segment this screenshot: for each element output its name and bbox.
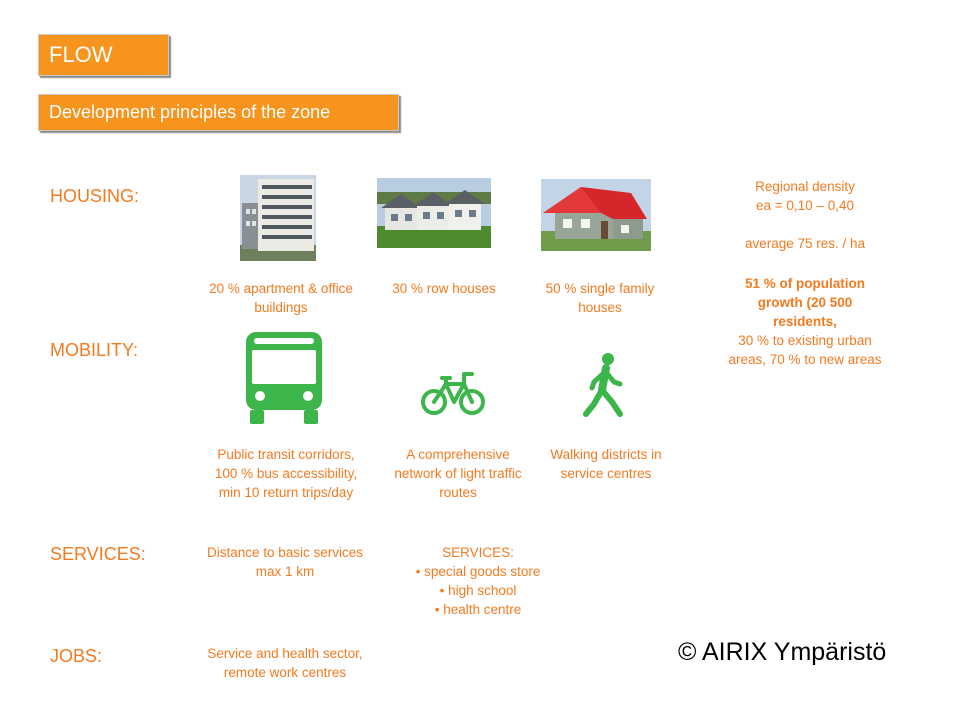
row-houses-caption: 30 % row houses	[392, 281, 496, 296]
list-item: • health centre	[390, 600, 566, 619]
regional-density-text: Regional density ea = 0,10 – 0,40	[755, 179, 855, 213]
pedestrian-icon	[582, 352, 628, 418]
growth-distribution-text: 30 % to existing urban areas, 70 % to new areas	[728, 333, 882, 367]
jobs-label: JOBS:	[50, 646, 103, 666]
single-family-house-photo	[541, 179, 651, 251]
list-item: • high school	[390, 581, 566, 600]
apartment-building-photo	[240, 175, 316, 261]
services-list	[390, 543, 566, 619]
basic-services-text: Distance to basic services max 1 km	[206, 545, 364, 579]
row-houses-photo	[377, 178, 491, 248]
bus-icon	[242, 330, 326, 426]
population-growth-text: 51 % of population growth (20 500 residents,	[745, 276, 865, 329]
public-transit-caption: Public transit corridors, 100 % bus accessibility, min 10 return trips/day	[214, 447, 358, 500]
mobility-label: MOBILITY:	[50, 340, 139, 360]
apartment-caption: 20 % apartment & office buildings	[209, 281, 353, 315]
services-label: SERVICES:	[50, 544, 146, 564]
bicycle-icon	[420, 368, 488, 418]
walking-districts-caption: Walking districts in service centres	[550, 447, 662, 481]
average-density-text: average 75 res. / ha	[744, 236, 866, 251]
jobs-text: Service and health sector, remote work centres	[207, 646, 363, 680]
list-item: • special goods store	[390, 562, 566, 581]
services-list-title: SERVICES:	[442, 545, 514, 560]
flow-title: FLOW	[38, 34, 169, 76]
copyright-notice: © AIRIX Ympäristö	[678, 638, 887, 666]
single-family-caption: 50 % single family houses	[545, 281, 655, 315]
housing-label: HOUSING:	[50, 186, 140, 206]
development-principles-title: Development principles of the zone	[38, 94, 399, 131]
light-traffic-caption: A comprehensive network of light traffic routes	[394, 447, 522, 500]
